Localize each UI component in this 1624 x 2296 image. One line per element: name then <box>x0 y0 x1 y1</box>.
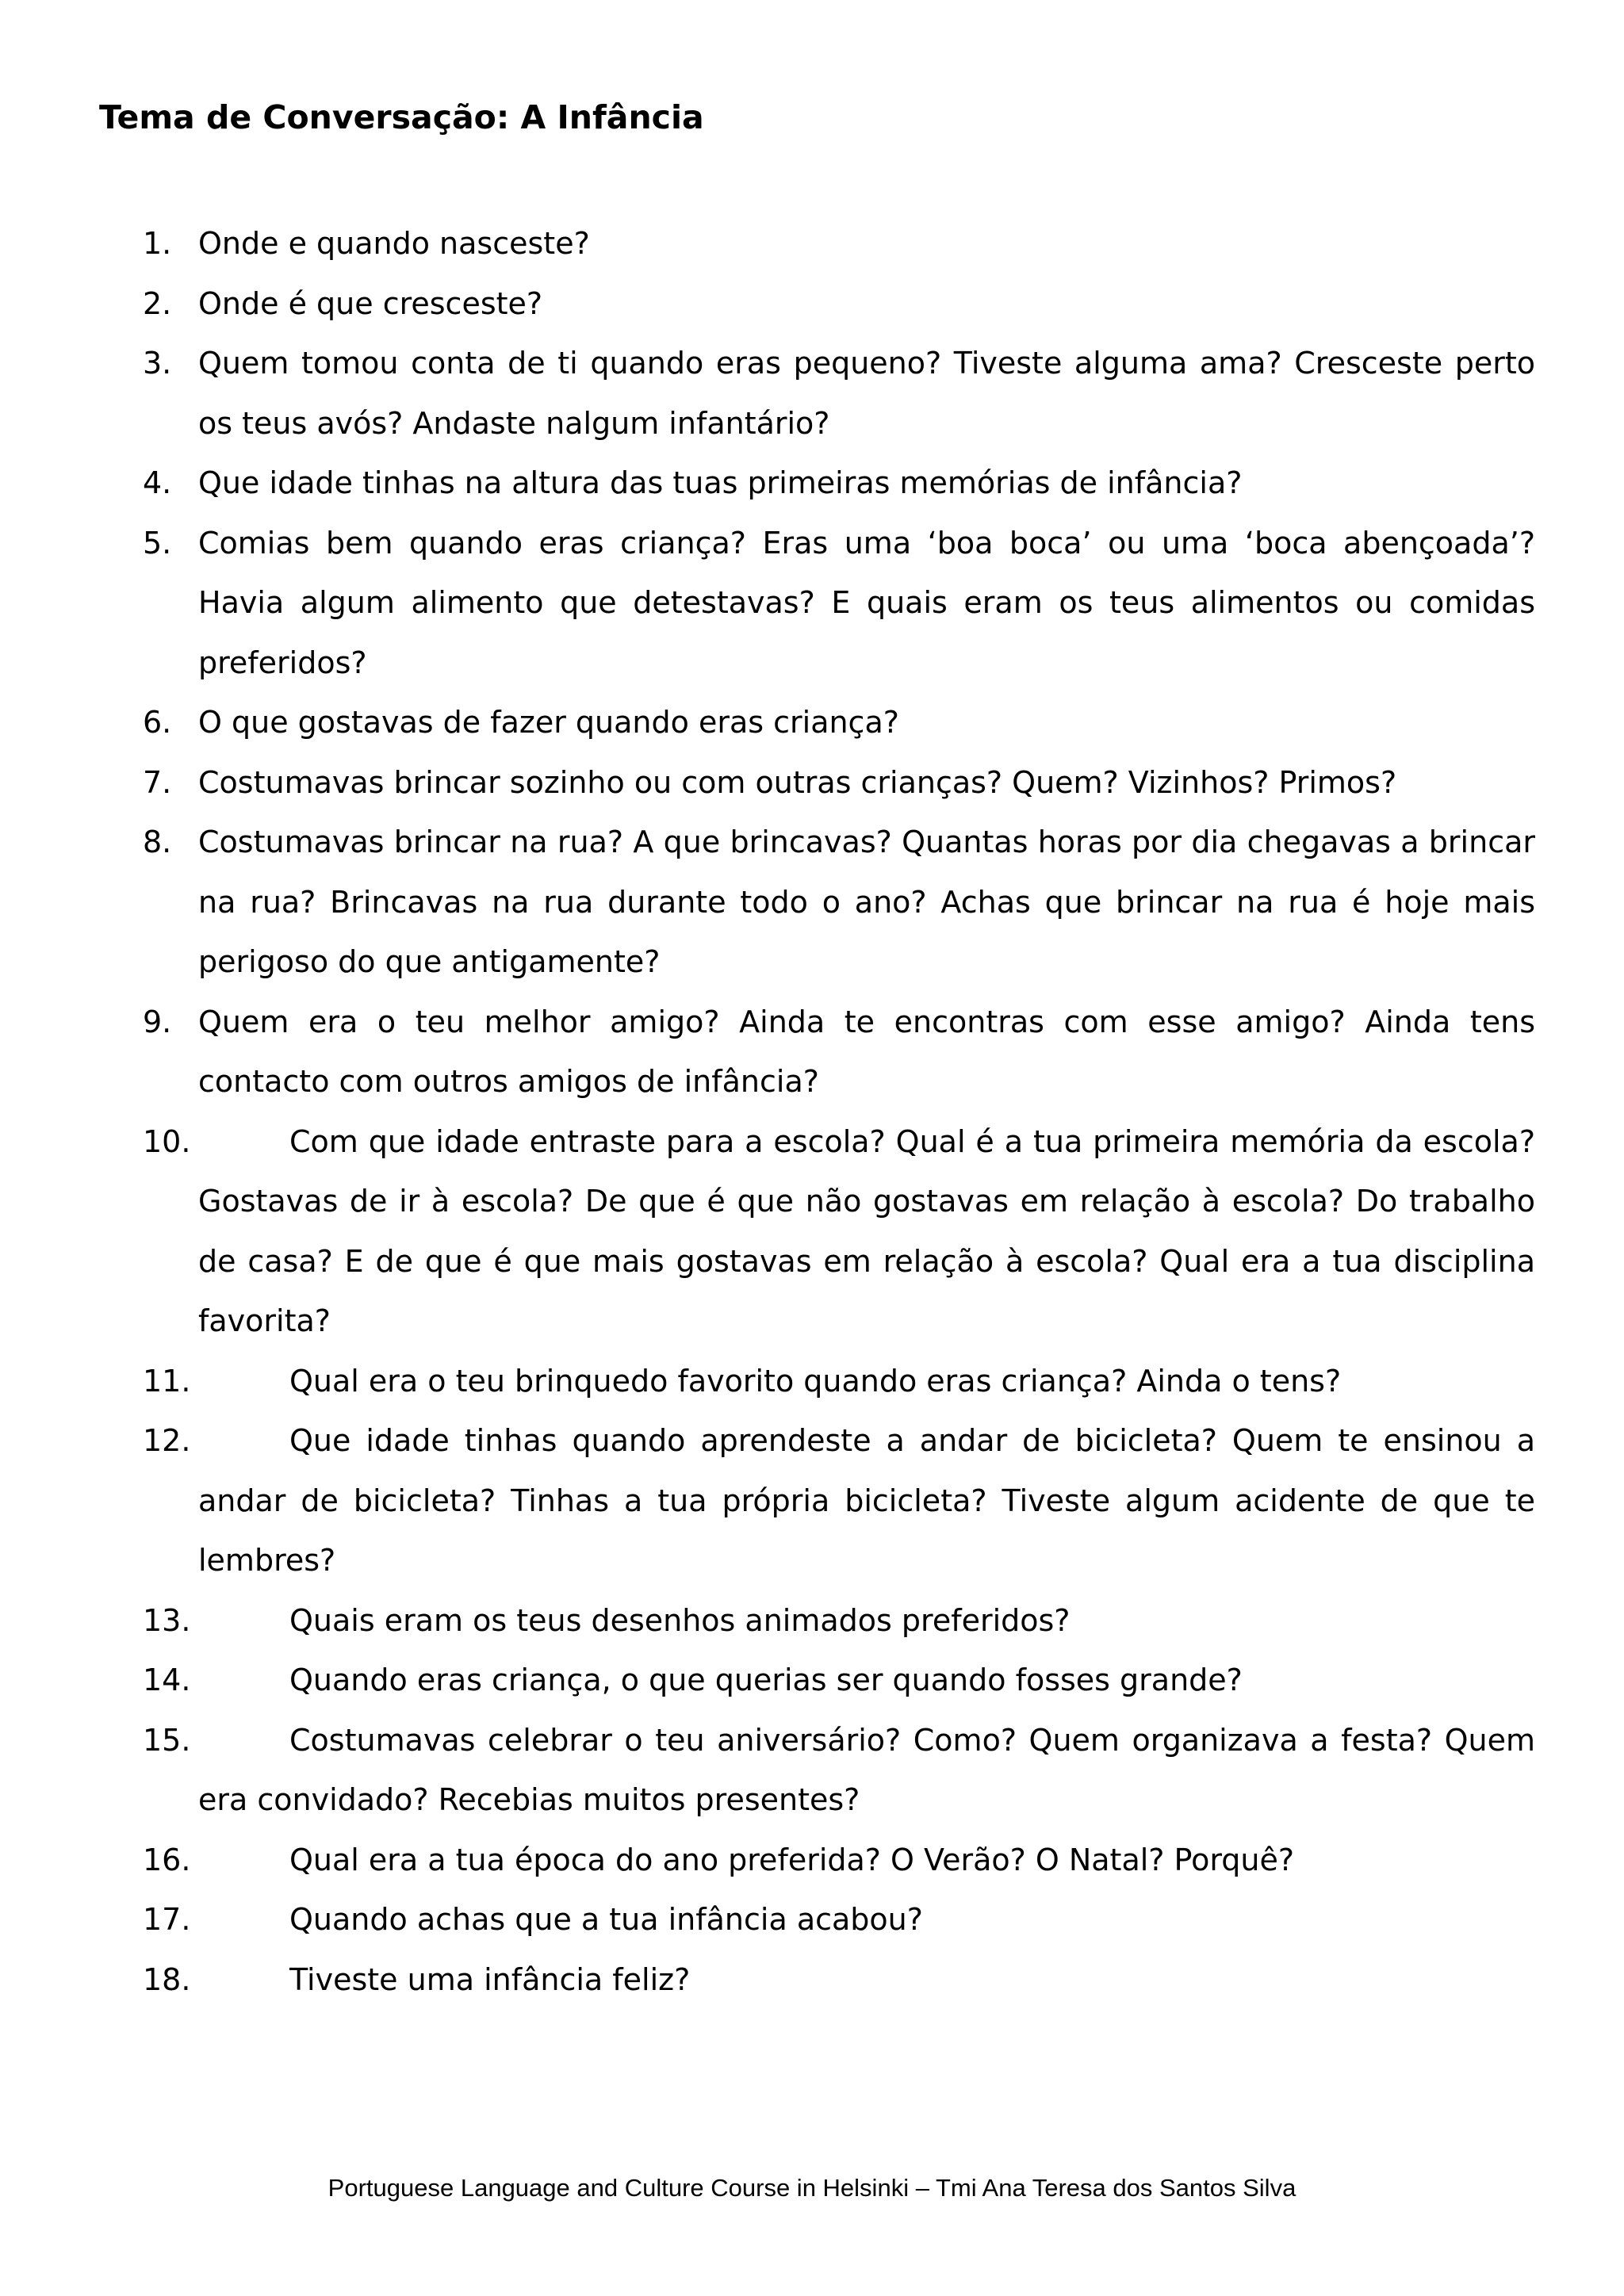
question-number: 11. <box>143 1363 191 1399</box>
question-item <box>143 334 1535 453</box>
question-number: 3. <box>143 346 172 381</box>
question-text: Quais eram os teus desenhos animados preferidos? <box>289 1602 1071 1638</box>
question-text: Costumavas celebrar o teu aniversário? Como? Quem organizava a festa? Quem era convidado? Recebias muitos presentes? <box>198 1722 1535 1817</box>
question-item <box>143 514 1535 694</box>
question-text: Qual era a tua época do ano preferida? O Verão? O Natal? Porquê? <box>289 1842 1295 1877</box>
question-item <box>143 1411 1535 1591</box>
question-item <box>143 214 1535 274</box>
question-item <box>143 1711 1535 1831</box>
question-number: 12. <box>143 1423 191 1458</box>
question-number: 14. <box>143 1663 191 1697</box>
question-number: 13. <box>143 1602 191 1638</box>
question-number: 15. <box>143 1722 191 1758</box>
question-text: Qual era o teu brinquedo favorito quando eras criança? Ainda o tens? <box>289 1363 1342 1399</box>
question-number: 16. <box>143 1842 191 1877</box>
question-item <box>143 993 1535 1112</box>
question-text: Tiveste uma infância feliz? <box>289 1961 691 1997</box>
question-number: 6. <box>143 705 172 740</box>
question-item <box>143 1352 1535 1412</box>
question-text: Com que idade entraste para a escola? Qual é a tua primeira memória da escola? Gostavas de ir à escola? De que é que não gostavas em relação à escola? Do trabalho de casa? E de que é que mais gostavas em relação à escola? Qual era a tua disciplina favorita? <box>198 1123 1535 1338</box>
question-text: Quando achas que a tua infância acabou? <box>289 1902 923 1937</box>
question-list <box>143 214 1535 2010</box>
question-number: 1. <box>143 226 172 261</box>
question-item <box>143 1651 1535 1711</box>
question-item <box>143 1950 1535 2011</box>
question-item <box>143 1831 1535 1891</box>
question-item <box>143 453 1535 514</box>
question-text: Costumavas brincar na rua? A que brincavas? Quantas horas por dia chegavas a brincar na rua? Brincavas na rua durante todo o ano? Achas que brincar na rua é hoje mais perigoso do que antigamente? <box>198 825 1535 979</box>
question-number: 18. <box>143 1961 191 1997</box>
question-number: 8. <box>143 825 172 859</box>
question-text: O que gostavas de fazer quando eras criança? <box>198 705 899 740</box>
question-item <box>143 813 1535 993</box>
question-item <box>143 1112 1535 1352</box>
page-title: Tema de Conversação: A Infância <box>99 98 704 136</box>
question-text: Costumavas brincar sozinho ou com outras crianças? Quem? Vizinhos? Primos? <box>198 764 1397 800</box>
question-number: 4. <box>143 465 172 500</box>
question-text: Que idade tinhas quando aprendeste a andar de bicicleta? Quem te ensinou a andar de bicicleta? Tinhas a tua própria bicicleta? Tiveste algum acidente de que te lembres? <box>198 1423 1535 1578</box>
question-number: 10. <box>143 1123 191 1159</box>
question-number: 2. <box>143 285 172 321</box>
question-number: 5. <box>143 525 172 561</box>
question-number: 7. <box>143 764 172 800</box>
question-text: Que idade tinhas na altura das tuas primeiras memórias de infância? <box>198 465 1243 500</box>
question-number: 9. <box>143 1004 172 1039</box>
question-text: Quando eras criança, o que querias ser quando fosses grande? <box>289 1663 1243 1697</box>
question-item <box>143 753 1535 813</box>
question-item <box>143 274 1535 335</box>
question-item <box>143 1591 1535 1651</box>
question-text: Onde é que cresceste? <box>198 285 543 321</box>
question-text: Quem tomou conta de ti quando eras pequeno? Tiveste alguma ama? Cresceste perto os teus avós? Andaste nalgum infantário? <box>198 346 1535 441</box>
question-text: Comias bem quando eras criança? Eras uma ‘boa boca’ ou uma ‘boca abençoada’? Havia algum alimento que detestavas? E quais eram os teus alimentos ou comidas preferidos? <box>198 525 1535 680</box>
question-item <box>143 693 1535 753</box>
question-text: Quem era o teu melhor amigo? Ainda te encontras com esse amigo? Ainda tens contacto com outros amigos de infância? <box>198 1004 1535 1099</box>
question-number: 17. <box>143 1902 191 1937</box>
question-item <box>143 1890 1535 1950</box>
page-footer: Portuguese Language and Culture Course in Helsinki – Tmi Ana Teresa dos Santos Silva <box>327 2174 1297 2202</box>
question-text: Onde e quando nasceste? <box>198 226 590 261</box>
